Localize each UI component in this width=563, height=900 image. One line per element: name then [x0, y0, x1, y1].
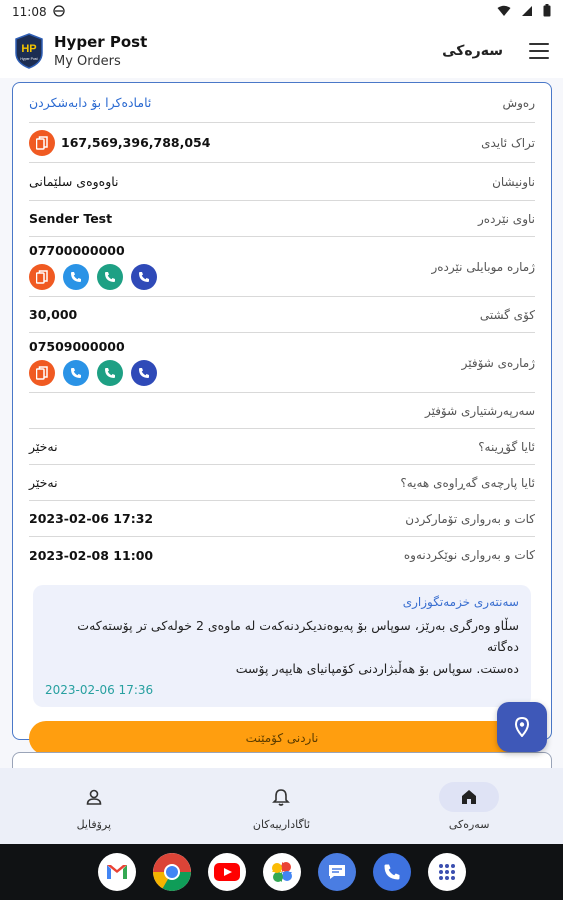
- driver-supervisor-label: سەرپەرشتیاری شۆفێر: [424, 403, 535, 418]
- is-changed-label: ئایا گۆڕینە؟: [478, 439, 535, 454]
- returned-part-value: نەخێر: [29, 475, 58, 490]
- location-fab[interactable]: [497, 702, 547, 752]
- status-label: رەوش: [502, 95, 535, 110]
- tracking-label: تراک ئایدی: [481, 135, 535, 150]
- send-comment-button[interactable]: ناردنی کۆمێنت: [29, 721, 535, 755]
- sender-name-label: ناوی نێردەر: [477, 211, 535, 226]
- sender-mobile-value: 07700000000: [29, 243, 125, 258]
- home-icon: [460, 788, 478, 806]
- total-price-row: [29, 297, 535, 333]
- copy-icon: [36, 366, 48, 380]
- returned-part-row: [29, 465, 535, 501]
- comment-text-line-2: دەستت. سوپاس بۆ هەڵبژاردنی کۆمپانیای هایپەر پۆست: [235, 660, 519, 676]
- apps-icon[interactable]: [428, 853, 466, 891]
- youtube-icon[interactable]: [208, 853, 246, 891]
- whatsapp-driver-button[interactable]: [97, 360, 123, 386]
- svg-text:Hyper Post: Hyper Post: [20, 57, 38, 61]
- nav-profile-label: پرۆفایل: [76, 817, 112, 831]
- app-subtitle: My Orders: [54, 54, 121, 69]
- tracking-row: [29, 123, 535, 163]
- driver-number-label: ژمارەی شۆفێر: [461, 355, 535, 370]
- nav-notifications[interactable]: [206, 782, 356, 831]
- nav-profile[interactable]: [19, 782, 169, 831]
- total-price-label: کۆی گشتی: [479, 307, 535, 322]
- comment-author: سەنتەری خزمەتگوزاری: [402, 595, 519, 609]
- driver-number-value: 07509000000: [29, 339, 125, 354]
- page-title: سەرەکی: [442, 43, 503, 59]
- nav-home[interactable]: [394, 782, 544, 831]
- phone-icon: [138, 367, 150, 379]
- viber-driver-button[interactable]: [131, 360, 157, 386]
- call-driver-button[interactable]: [63, 360, 89, 386]
- updated-at-label: کات و بەرواری نوێکردنەوە: [403, 548, 535, 562]
- copy-tracking-button[interactable]: [29, 130, 55, 156]
- copy-driver-number-button[interactable]: [29, 360, 55, 386]
- svg-text:HP: HP: [21, 43, 37, 55]
- updated-at-row: [29, 537, 535, 573]
- viber-sender-button[interactable]: [131, 264, 157, 290]
- brand: [14, 33, 147, 69]
- tracking-value: 167,569,396,788,054: [61, 135, 211, 150]
- total-price-value: 30,000: [29, 307, 78, 322]
- sender-name-row: [29, 201, 535, 237]
- nav-home-label: سەرەکی: [448, 817, 490, 831]
- order-card: [12, 82, 552, 745]
- phone-app-icon[interactable]: [373, 853, 411, 891]
- copy-icon: [36, 136, 48, 150]
- comment-time: 2023-02-06 17:36: [45, 682, 154, 697]
- returned-part-label: ئایا پارچەی گەڕاوەی هەیە؟: [400, 475, 535, 490]
- chrome-icon[interactable]: [153, 853, 191, 891]
- sender-name-value: Sender Test: [29, 211, 113, 226]
- photos-icon[interactable]: [263, 853, 301, 891]
- bottom-navigation: [0, 768, 563, 844]
- driver-number-row: [29, 333, 535, 393]
- call-sender-button[interactable]: [63, 264, 89, 290]
- comment-text-line-1: سڵاو وەرگری بەرێز، سوپاس بۆ پەیوەندیکردنەکەت لە ماوەی 2 خولەکی تر پۆستەکەت دەگاتە: [77, 618, 519, 655]
- address-value: ناوەوەی سلێمانی: [29, 174, 119, 189]
- address-label: ناونیشان: [492, 174, 535, 189]
- whatsapp-sender-button[interactable]: [97, 264, 123, 290]
- messages-icon[interactable]: [318, 853, 356, 891]
- copy-sender-mobile-button[interactable]: [29, 264, 55, 290]
- updated-at-value: 2023-02-08 11:00: [29, 547, 154, 563]
- is-changed-value: نەخێر: [29, 439, 58, 454]
- copy-icon: [36, 270, 48, 284]
- is-changed-row: [29, 429, 535, 465]
- sender-mobile-row: [29, 237, 535, 297]
- created-at-label: کات و بەرواری تۆمارکردن: [405, 511, 535, 526]
- vpn-icon: [53, 5, 65, 20]
- hyper-post-logo: [14, 33, 44, 69]
- phone-icon: [138, 271, 150, 283]
- status-value: ئامادەکرا بۆ دابەشکردن: [29, 95, 152, 110]
- app-dock: [0, 844, 563, 900]
- battery-icon: [543, 4, 551, 20]
- nav-notifications-label: ئاگادارییەکان: [252, 817, 311, 831]
- app-bar: [0, 24, 563, 78]
- person-icon: [85, 788, 103, 806]
- phone-icon: [104, 367, 116, 379]
- bell-icon: [272, 788, 290, 806]
- phone-icon: [70, 271, 82, 283]
- status-row: [29, 83, 535, 123]
- map-pin-icon: [514, 717, 530, 737]
- gmail-icon[interactable]: [98, 853, 136, 891]
- sender-mobile-label: ژمارە موبایلی نێردەر: [431, 259, 535, 274]
- driver-supervisor-row: [29, 393, 535, 429]
- wifi-icon: [497, 5, 511, 20]
- created-at-row: [29, 501, 535, 537]
- menu-icon[interactable]: [529, 43, 549, 59]
- status-bar: [0, 0, 563, 24]
- address-row: [29, 163, 535, 201]
- phone-icon: [70, 367, 82, 379]
- phone-icon: [104, 271, 116, 283]
- signal-icon: [521, 5, 533, 20]
- comment-bubble: [33, 585, 531, 707]
- app-title: Hyper Post: [54, 33, 148, 51]
- status-time: 11:08: [12, 5, 47, 19]
- created-at-value: 2023-02-06 17:32: [29, 511, 154, 526]
